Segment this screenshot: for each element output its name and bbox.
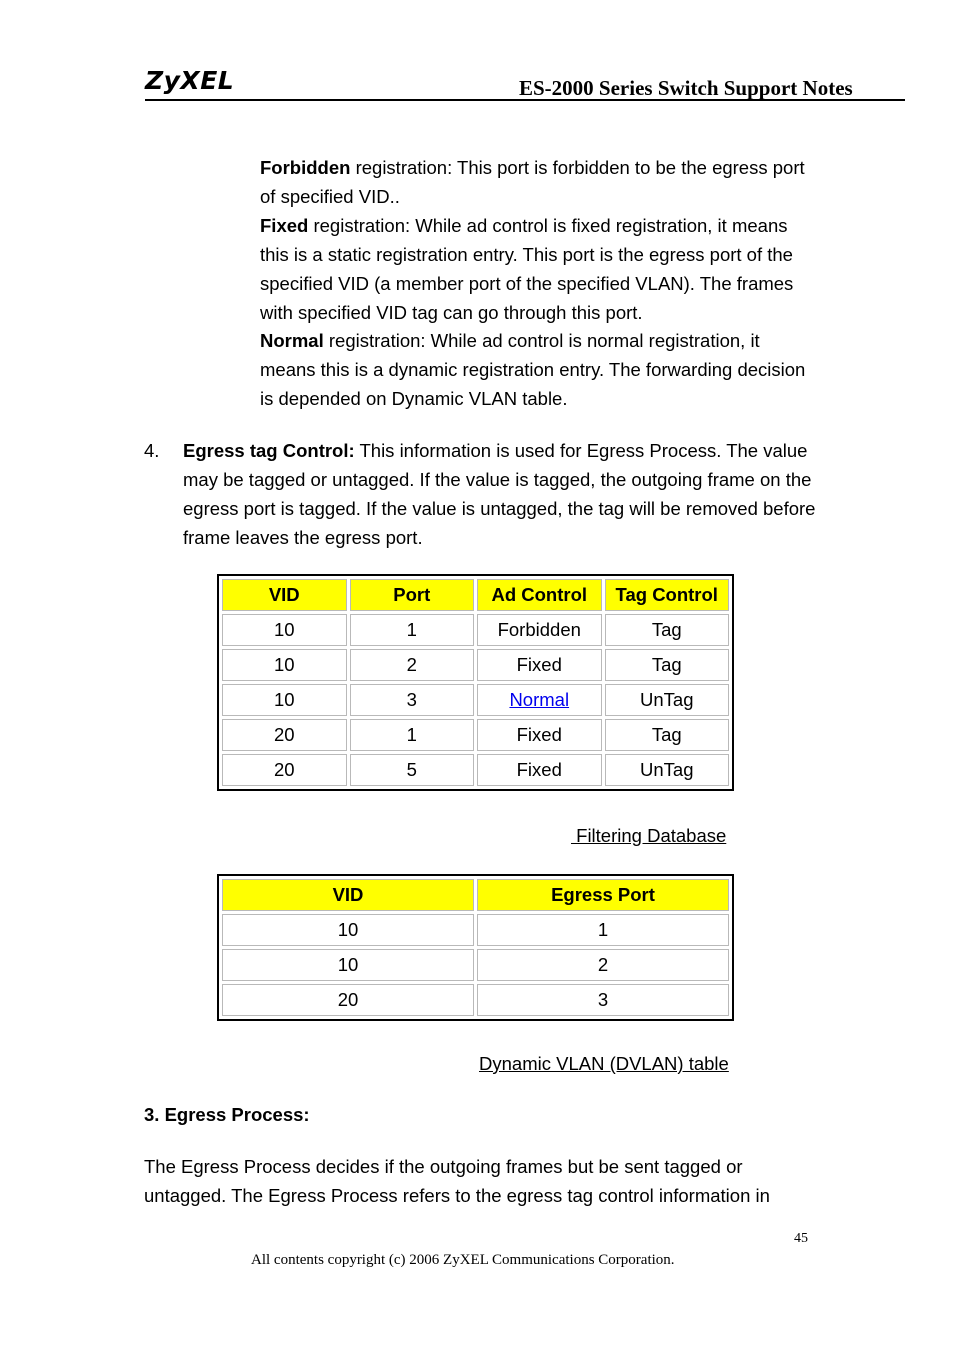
- cell-port: 1: [350, 614, 475, 646]
- cell-tag-control: Tag: [605, 649, 730, 681]
- table-row: [222, 614, 729, 646]
- cell-port: 5: [350, 754, 475, 786]
- filtering-database-table: [217, 574, 734, 791]
- cell-vid: 20: [222, 984, 474, 1016]
- cell-egress-port: 2: [477, 949, 729, 981]
- header-rule: [145, 99, 905, 101]
- list-number: 4.: [144, 440, 160, 461]
- cell-ad-control: Fixed: [477, 719, 602, 751]
- copyright-footer: All contents copyright (c) 2006 ZyXEL Communications Corporation.: [251, 1252, 675, 1268]
- header-tag-control: Tag Control: [605, 579, 730, 611]
- dvlan-table-caption: Dynamic VLAN (DVLAN) table: [479, 1053, 729, 1074]
- cell-ad-control: Forbidden: [477, 614, 602, 646]
- egress-tag-control-paragraph: [183, 436, 823, 552]
- normal-link[interactable]: Normal: [509, 689, 570, 710]
- header-ad-control: Ad Control: [477, 579, 602, 611]
- forbidden-term: Forbidden: [260, 157, 351, 178]
- table-row: [222, 719, 729, 751]
- cell-egress-port: 1: [477, 914, 729, 946]
- table-row: [222, 914, 729, 946]
- header-egress-port: Egress Port: [477, 879, 729, 911]
- document-title: ES-2000 Series Switch Support Notes: [519, 76, 853, 100]
- cell-vid: 10: [222, 649, 347, 681]
- section-heading: 3. Egress Process:: [144, 1104, 310, 1125]
- forbidden-paragraph: [260, 153, 820, 211]
- cell-ad-control: [477, 684, 602, 716]
- egress-process-paragraph: The Egress Process decides if the outgoing frames but be sent tagged or untagged. The Egress Process refers to the egress tag control information in: [144, 1156, 770, 1206]
- cell-vid: 20: [222, 719, 347, 751]
- fixed-term: Fixed: [260, 215, 309, 236]
- page-number: 45: [794, 1231, 808, 1246]
- normal-text: registration: While ad control is normal registration, it means this is a dynamic registration entry. The forwarding decision is depended on Dynamic VLAN table.: [260, 330, 806, 409]
- zyxel-logo: ZyXEL: [145, 66, 235, 95]
- table-row: [222, 649, 729, 681]
- normal-paragraph: [260, 326, 820, 413]
- fixed-text: registration: While ad control is fixed registration, it means this is a static registration entry. This port is the egress port of the specified VID (a member port of the specified VLAN). The frames with specified VID tag can go through this port.: [260, 215, 794, 323]
- cell-port: 2: [350, 649, 475, 681]
- egress-tag-control-term: Egress tag Control:: [183, 440, 355, 461]
- cell-port: 1: [350, 719, 475, 751]
- table-header-row: [222, 579, 729, 611]
- header-vid: VID: [222, 879, 474, 911]
- header-vid: VID: [222, 579, 347, 611]
- table-row: [222, 949, 729, 981]
- cell-tag-control: UnTag: [605, 684, 730, 716]
- egress-tag-control-text: This information is used for Egress Process. The value may be tagged or untagged. If the value is tagged, the outgoing frame on the egress port is tagged. If the value is untagged, the tag will be removed before frame leaves the egress port.: [183, 440, 816, 548]
- cell-vid: 10: [222, 614, 347, 646]
- cell-ad-control: Fixed: [477, 649, 602, 681]
- filtering-database-caption: Filtering Database: [571, 825, 727, 846]
- cell-tag-control: Tag: [605, 719, 730, 751]
- normal-term: Normal: [260, 330, 324, 351]
- cell-vid: 10: [222, 949, 474, 981]
- cell-vid: 10: [222, 684, 347, 716]
- table-header-row: [222, 879, 729, 911]
- cell-vid: 20: [222, 754, 347, 786]
- forbidden-text: registration: This port is forbidden to be the egress port of specified VID..: [260, 157, 805, 207]
- dvlan-table: [217, 874, 734, 1021]
- cell-vid: 10: [222, 914, 474, 946]
- table-row: [222, 984, 729, 1016]
- cell-tag-control: Tag: [605, 614, 730, 646]
- cell-port: 3: [350, 684, 475, 716]
- cell-tag-control: UnTag: [605, 754, 730, 786]
- cell-egress-port: 3: [477, 984, 729, 1016]
- table-row: [222, 754, 729, 786]
- table-row: [222, 684, 729, 716]
- fixed-paragraph: [260, 211, 820, 327]
- header-port: Port: [350, 579, 475, 611]
- cell-ad-control: Fixed: [477, 754, 602, 786]
